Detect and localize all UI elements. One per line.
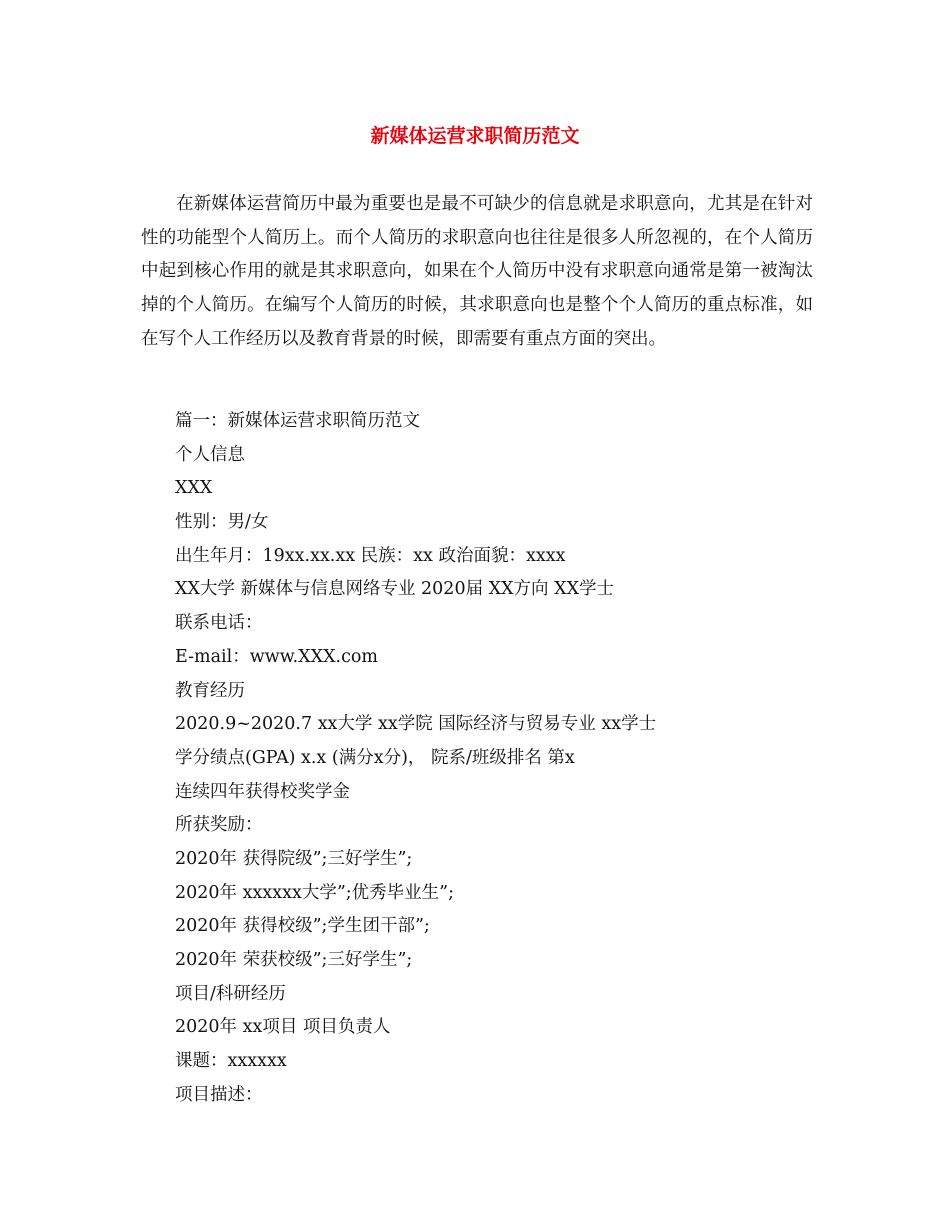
project-topic-line: 课题：xxxxxx — [175, 1051, 287, 1072]
gender-line: 性别：男/女 — [175, 512, 269, 533]
email-line: E-mail：www.XXX.com — [175, 646, 379, 667]
section-heading-personal-info: 个人信息 — [175, 444, 245, 465]
university-major-line: XX大学 新媒体与信息网络专业 2020届 XX方向 XX学士 — [175, 579, 615, 600]
scholarship-line: 连续四年获得校奖学金 — [175, 781, 350, 802]
birth-ethnicity-politics-line: 出生年月：19xx.xx.xx 民族：xx 政治面貌：xxxx — [175, 545, 566, 566]
gpa-line: 学分绩点(GPA) x.x (满分x分)， 院系/班级排名 第x — [175, 747, 575, 768]
project-entry-line: 2020年 xx项目 项目负责人 — [175, 1017, 391, 1038]
education-entry-line: 2020.9~2020.7 xx大学 xx学院 国际经济与贸易专业 xx学士 — [175, 714, 657, 735]
section-heading-education: 教育经历 — [175, 680, 245, 701]
name-line: XXX — [175, 478, 213, 499]
section-heading-template: 篇一：新媒体运营求职简历范文 — [175, 411, 420, 431]
section-heading-awards: 所获奖励： — [175, 815, 263, 836]
award-line: 2020年 获得院级”;三好学生”; — [175, 848, 413, 869]
resume-lines — [175, 405, 815, 1112]
project-description-label: 项目描述： — [175, 1084, 263, 1105]
award-line: 2020年 荣获校级”;三好学生”; — [175, 950, 413, 970]
intro-paragraph: 在新媒体运营简历中最为重要也是最不可缺少的信息就是求职意向，尤其是在针对性的功能型个人简历上。而个人简历的求职意向也往往是很多人所忽视的，在个人简历中起到核心作用的就是其求职意向，如果在个人简历中没有求职意向通常是第一被淘汰掉的个人简历。在编写个人简历的时候，其求职意向也是整个个人简历的重点标准，如在写个人工作经历以及教育背景的时候，即需要有重点方面的突出。 — [141, 194, 813, 349]
award-line: 2020年 获得校级”;学生团干部”; — [175, 916, 430, 937]
award-line: 2020年 xxxxxx大学”;优秀毕业生”; — [175, 882, 454, 903]
phone-line: 联系电话： — [175, 613, 263, 634]
section-heading-projects: 项目/科研经历 — [175, 983, 286, 1004]
document-title: 新媒体运营求职简历范文 — [370, 125, 580, 147]
